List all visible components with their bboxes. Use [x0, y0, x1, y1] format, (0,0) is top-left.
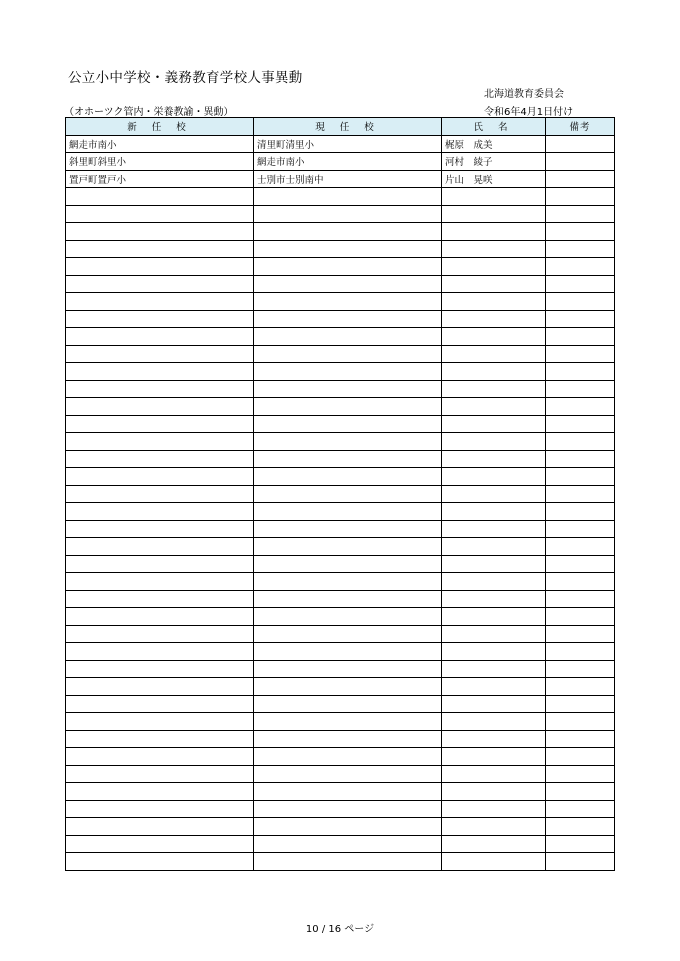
table-row-empty [66, 643, 615, 661]
header-new-school: 新 任 校 [66, 118, 254, 136]
name-cell [442, 468, 546, 486]
new-school-cell [66, 433, 254, 451]
current-school-cell [254, 398, 442, 416]
table-row-empty [66, 573, 615, 591]
table-row-empty [66, 835, 615, 853]
new-school-cell [66, 713, 254, 731]
new-school-cell [66, 783, 254, 801]
name-cell [442, 730, 546, 748]
remarks-cell [546, 188, 615, 206]
table-row-empty [66, 310, 615, 328]
name-cell [442, 450, 546, 468]
remarks-cell [546, 573, 615, 591]
remarks-cell [546, 468, 615, 486]
name-cell [442, 800, 546, 818]
remarks-cell [546, 205, 615, 223]
current-school-cell [254, 625, 442, 643]
remarks-cell [546, 695, 615, 713]
current-school-cell [254, 695, 442, 713]
new-school-cell [66, 450, 254, 468]
current-school-cell [254, 188, 442, 206]
table-row-empty [66, 853, 615, 871]
remarks-cell [546, 415, 615, 433]
name-cell: 片山 晃咲 [442, 170, 546, 188]
name-cell [442, 433, 546, 451]
current-school-cell [254, 573, 442, 591]
new-school-cell [66, 625, 254, 643]
name-cell [442, 625, 546, 643]
name-cell [442, 258, 546, 276]
name-cell [442, 695, 546, 713]
table-row-empty [66, 555, 615, 573]
current-school-cell [254, 643, 442, 661]
new-school-cell [66, 818, 254, 836]
new-school-cell [66, 345, 254, 363]
name-cell [442, 678, 546, 696]
remarks-cell [546, 363, 615, 381]
remarks-cell [546, 240, 615, 258]
current-school-cell [254, 853, 442, 871]
current-school-cell [254, 345, 442, 363]
new-school-cell [66, 555, 254, 573]
current-school-cell [254, 608, 442, 626]
new-school-cell [66, 573, 254, 591]
current-school-cell [254, 590, 442, 608]
table-row-empty [66, 765, 615, 783]
organization-name: 北海道教育委員会 [484, 89, 564, 100]
table-row-empty [66, 678, 615, 696]
name-cell [442, 223, 546, 241]
current-school-cell [254, 450, 442, 468]
new-school-cell [66, 835, 254, 853]
name-cell [442, 293, 546, 311]
current-school-cell [254, 328, 442, 346]
current-school-cell [254, 818, 442, 836]
personnel-table [65, 117, 615, 871]
name-cell [442, 275, 546, 293]
new-school-cell: 置戸町置戸小 [66, 170, 254, 188]
new-school-cell [66, 328, 254, 346]
name-cell [442, 188, 546, 206]
name-cell [442, 328, 546, 346]
new-school-cell: 網走市南小 [66, 135, 254, 153]
name-cell [442, 205, 546, 223]
table-row [66, 170, 615, 188]
name-cell [442, 660, 546, 678]
table-row-empty [66, 293, 615, 311]
remarks-cell [546, 730, 615, 748]
new-school-cell [66, 398, 254, 416]
table-row-empty [66, 485, 615, 503]
current-school-cell [254, 555, 442, 573]
document-title: 公立小中学校・義務教育学校人事異動 [68, 70, 303, 86]
table-row-empty [66, 398, 615, 416]
current-school-cell: 網走市南小 [254, 153, 442, 171]
current-school-cell [254, 240, 442, 258]
name-cell: 河村 綾子 [442, 153, 546, 171]
name-cell [442, 310, 546, 328]
name-cell [442, 538, 546, 556]
remarks-cell [546, 258, 615, 276]
new-school-cell [66, 205, 254, 223]
remarks-cell [546, 520, 615, 538]
current-school-cell [254, 713, 442, 731]
new-school-cell [66, 415, 254, 433]
table-row-empty [66, 748, 615, 766]
remarks-cell [546, 223, 615, 241]
table-row-empty [66, 468, 615, 486]
remarks-cell [546, 713, 615, 731]
document-subtitle: （オホーツク管内・栄養教諭・異動） [64, 107, 234, 118]
new-school-cell [66, 608, 254, 626]
new-school-cell [66, 748, 254, 766]
name-cell [442, 765, 546, 783]
table-row-empty [66, 713, 615, 731]
name-cell [442, 363, 546, 381]
table-row [66, 135, 615, 153]
current-school-cell [254, 730, 442, 748]
new-school-cell [66, 800, 254, 818]
new-school-cell [66, 660, 254, 678]
current-school-cell [254, 748, 442, 766]
table-row-empty [66, 590, 615, 608]
name-cell [442, 748, 546, 766]
table-row-empty [66, 783, 615, 801]
remarks-cell [546, 555, 615, 573]
remarks-cell [546, 590, 615, 608]
current-school-cell [254, 783, 442, 801]
new-school-cell [66, 363, 254, 381]
current-school-cell [254, 258, 442, 276]
name-cell [442, 485, 546, 503]
new-school-cell [66, 730, 254, 748]
current-school-cell [254, 275, 442, 293]
new-school-cell [66, 310, 254, 328]
new-school-cell [66, 643, 254, 661]
header-name: 氏 名 [442, 118, 546, 136]
new-school-cell [66, 695, 254, 713]
remarks-cell [546, 433, 615, 451]
current-school-cell [254, 485, 442, 503]
table-row-empty [66, 538, 615, 556]
remarks-cell [546, 398, 615, 416]
current-school-cell: 清里町清里小 [254, 135, 442, 153]
table-row-empty [66, 818, 615, 836]
new-school-cell [66, 293, 254, 311]
remarks-cell [546, 660, 615, 678]
remarks-cell [546, 135, 615, 153]
current-school-cell [254, 293, 442, 311]
new-school-cell [66, 258, 254, 276]
table-row-empty [66, 415, 615, 433]
remarks-cell [546, 643, 615, 661]
remarks-cell [546, 170, 615, 188]
new-school-cell [66, 590, 254, 608]
table-row-empty [66, 328, 615, 346]
current-school-cell [254, 363, 442, 381]
remarks-cell [546, 765, 615, 783]
table-row-empty [66, 503, 615, 521]
new-school-cell [66, 223, 254, 241]
remarks-cell [546, 748, 615, 766]
table-row-empty [66, 608, 615, 626]
new-school-cell [66, 853, 254, 871]
table-row-empty [66, 240, 615, 258]
current-school-cell [254, 380, 442, 398]
remarks-cell [546, 345, 615, 363]
new-school-cell: 斜里町斜里小 [66, 153, 254, 171]
current-school-cell [254, 415, 442, 433]
name-cell [442, 345, 546, 363]
current-school-cell [254, 310, 442, 328]
new-school-cell [66, 520, 254, 538]
remarks-cell [546, 153, 615, 171]
table-row-empty [66, 275, 615, 293]
name-cell [442, 783, 546, 801]
new-school-cell [66, 503, 254, 521]
remarks-cell [546, 380, 615, 398]
new-school-cell [66, 380, 254, 398]
table-row-empty [66, 730, 615, 748]
name-cell [442, 573, 546, 591]
name-cell [442, 398, 546, 416]
remarks-cell [546, 678, 615, 696]
remarks-cell [546, 608, 615, 626]
name-cell [442, 520, 546, 538]
name-cell [442, 818, 546, 836]
name-cell [442, 415, 546, 433]
new-school-cell [66, 188, 254, 206]
remarks-cell [546, 328, 615, 346]
name-cell [442, 608, 546, 626]
remarks-cell [546, 853, 615, 871]
name-cell [442, 713, 546, 731]
current-school-cell [254, 835, 442, 853]
table-row-empty [66, 520, 615, 538]
table-header-row [66, 118, 615, 136]
name-cell [442, 590, 546, 608]
remarks-cell [546, 800, 615, 818]
remarks-cell [546, 310, 615, 328]
table-row-empty [66, 433, 615, 451]
new-school-cell [66, 765, 254, 783]
name-cell [442, 643, 546, 661]
table-row-empty [66, 205, 615, 223]
table-row-empty [66, 695, 615, 713]
name-cell [442, 503, 546, 521]
remarks-cell [546, 625, 615, 643]
new-school-cell [66, 538, 254, 556]
new-school-cell [66, 240, 254, 258]
remarks-cell [546, 835, 615, 853]
table-row-empty [66, 223, 615, 241]
name-cell: 梶原 成美 [442, 135, 546, 153]
current-school-cell [254, 678, 442, 696]
name-cell [442, 240, 546, 258]
table-row-empty [66, 258, 615, 276]
name-cell [442, 835, 546, 853]
table-row [66, 153, 615, 171]
remarks-cell [546, 538, 615, 556]
remarks-cell [546, 450, 615, 468]
name-cell [442, 853, 546, 871]
current-school-cell [254, 520, 442, 538]
current-school-cell [254, 800, 442, 818]
table-row-empty [66, 188, 615, 206]
remarks-cell [546, 503, 615, 521]
current-school-cell [254, 433, 442, 451]
remarks-cell [546, 783, 615, 801]
header-remarks: 備考 [546, 118, 615, 136]
effective-date: 令和6年4月1日付け [484, 107, 574, 118]
remarks-cell [546, 818, 615, 836]
table-row-empty [66, 380, 615, 398]
new-school-cell [66, 485, 254, 503]
current-school-cell [254, 765, 442, 783]
new-school-cell [66, 678, 254, 696]
new-school-cell [66, 468, 254, 486]
current-school-cell: 士別市士別南中 [254, 170, 442, 188]
table-row-empty [66, 660, 615, 678]
name-cell [442, 380, 546, 398]
remarks-cell [546, 485, 615, 503]
page-number: 10 / 16 ページ [305, 924, 375, 935]
current-school-cell [254, 205, 442, 223]
current-school-cell [254, 660, 442, 678]
header-current-school: 現 任 校 [254, 118, 442, 136]
remarks-cell [546, 275, 615, 293]
table-row-empty [66, 625, 615, 643]
table-row-empty [66, 450, 615, 468]
name-cell [442, 555, 546, 573]
remarks-cell [546, 293, 615, 311]
table-row-empty [66, 345, 615, 363]
current-school-cell [254, 468, 442, 486]
current-school-cell [254, 223, 442, 241]
table-row-empty [66, 800, 615, 818]
table-row-empty [66, 363, 615, 381]
current-school-cell [254, 538, 442, 556]
current-school-cell [254, 503, 442, 521]
new-school-cell [66, 275, 254, 293]
